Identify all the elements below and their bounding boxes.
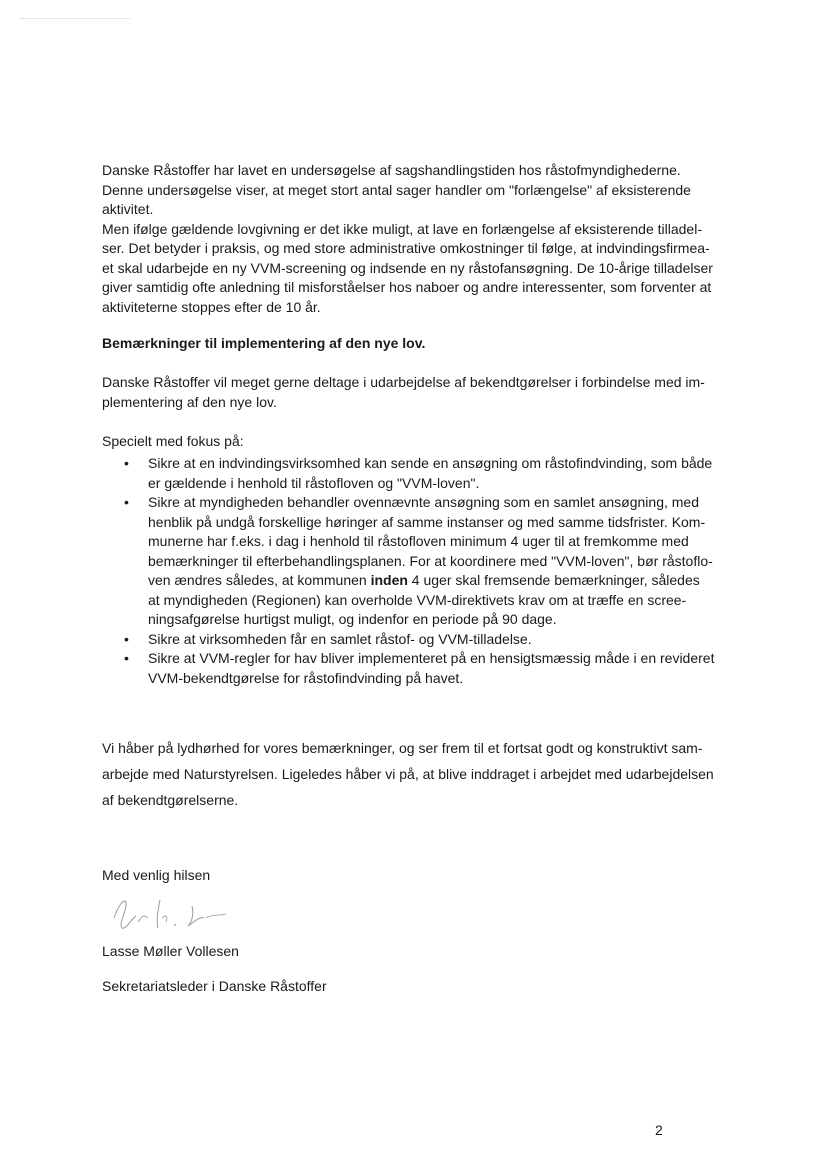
page-number: 2 bbox=[655, 1122, 663, 1138]
bullet-line: munerne har f.eks. i dag i henhold til råstofloven minimum 4 uger til at fremkomme med bbox=[148, 533, 689, 549]
list-item bbox=[102, 454, 752, 493]
intro-line: aktivitet. bbox=[102, 201, 154, 217]
bullet-line: Sikre at VVM-regler for hav bliver implementeret på en hensigtsmæssig måde i en revideret bbox=[148, 650, 715, 666]
bullet-text: ven ændres således, at kommunen bbox=[148, 572, 371, 588]
intro-line: et skal udarbejde en ny VVM-screening og indsende en ny råstofansøgning. De 10-årige tilladelser bbox=[102, 259, 713, 276]
participation-paragraph bbox=[102, 373, 752, 412]
closing-line: arbejde med Naturstyrelsen. Ligeledes håber vi på, at blive inddraget i arbejdet med udarbejdelsen bbox=[102, 766, 714, 782]
intro-paragraph bbox=[102, 161, 752, 317]
bullet-line: er gældende i henhold til råstofloven og "VVM-loven". bbox=[148, 474, 480, 491]
bullet-line bbox=[148, 571, 752, 591]
bullet-icon: • bbox=[124, 455, 129, 471]
intro-line: aktiviteterne stoppes efter de 10 år. bbox=[102, 298, 321, 315]
closing-line: af bekendtgørelserne. bbox=[102, 792, 239, 808]
signer-name: Lasse Møller Vollesen bbox=[102, 943, 239, 959]
bullet-icon: • bbox=[124, 650, 129, 666]
focus-bullet-list bbox=[102, 454, 752, 688]
intro-line: Denne undersøgelse viser, at meget stort antal sager handler om "forlængelse" af eksisterende bbox=[102, 181, 691, 198]
bullet-line: VVM-bekendtgørelse for råstofindvinding på havet. bbox=[148, 669, 464, 686]
section-heading: Bemærkninger til implementering af den nye lov. bbox=[102, 335, 426, 351]
participation-line: plementering af den nye lov. bbox=[102, 393, 277, 410]
emphasis-text: inden bbox=[370, 572, 408, 588]
bullet-icon: • bbox=[124, 494, 129, 510]
signer-title: Sekretariatsleder i Danske Råstoffer bbox=[102, 978, 327, 994]
intro-line: ser. Det betyder i praksis, og med store administrative omkostninger til følge, at indvindingsfirmea- bbox=[102, 240, 710, 256]
list-item bbox=[102, 493, 752, 630]
closing-line: Vi håber på lydhørhed for vores bemærkninger, og ser frem til et fortsat godt og konstruktivt sam- bbox=[102, 740, 703, 756]
bullet-line: bemærkninger til efterbehandlingsplanen. For at koordinere med "VVM-loven", bør råstoflo- bbox=[148, 552, 713, 569]
closing-paragraph bbox=[102, 735, 752, 813]
handwritten-signature bbox=[108, 888, 238, 936]
intro-line: Danske Råstoffer har lavet en undersøgelse af sagshandlingstiden hos råstofmyndighederne. bbox=[102, 162, 681, 178]
intro-line: giver samtidig ofte anledning til misforståelser hos naboer og andre interessenter, som forventer at bbox=[102, 279, 712, 295]
focus-intro: Specielt med fokus på: bbox=[102, 433, 244, 449]
bullet-text: 4 uger skal fremsende bemærkninger, således bbox=[407, 572, 700, 588]
bullet-line: henblik på undgå forskellige høringer af samme instanser og med samme tidsfrister. Kom- bbox=[148, 513, 706, 530]
bullet-line: Sikre at virksomheden får en samlet råstof- og VVM-tilladelse. bbox=[148, 630, 532, 647]
bullet-icon: • bbox=[124, 630, 129, 647]
bullet-line: Sikre at myndigheden behandler ovennævnte ansøgning som en samlet ansøgning, med bbox=[148, 494, 699, 510]
bullet-line: at myndigheden (Regionen) kan overholde VVM-direktivets krav om at træffe en scree- bbox=[148, 591, 687, 608]
intro-line: Men ifølge gældende lovgivning er det ikke muligt, at lave en forlængelse af eksisterende tilladel- bbox=[102, 220, 702, 237]
bullet-line: ningsafgørelse hurtigst muligt, og indenfor en periode på 90 dage. bbox=[148, 611, 557, 627]
participation-line: Danske Råstoffer vil meget gerne deltage i udarbejdelse af bekendtgørelser i forbindelse med im- bbox=[102, 374, 705, 390]
bullet-line: Sikre at en indvindingsvirksomhed kan sende en ansøgning om råstofindvinding, som både bbox=[148, 455, 713, 471]
scan-corner-mark bbox=[20, 18, 130, 21]
list-item bbox=[102, 649, 752, 688]
greeting: Med venlig hilsen bbox=[102, 867, 211, 883]
list-item bbox=[102, 630, 752, 650]
